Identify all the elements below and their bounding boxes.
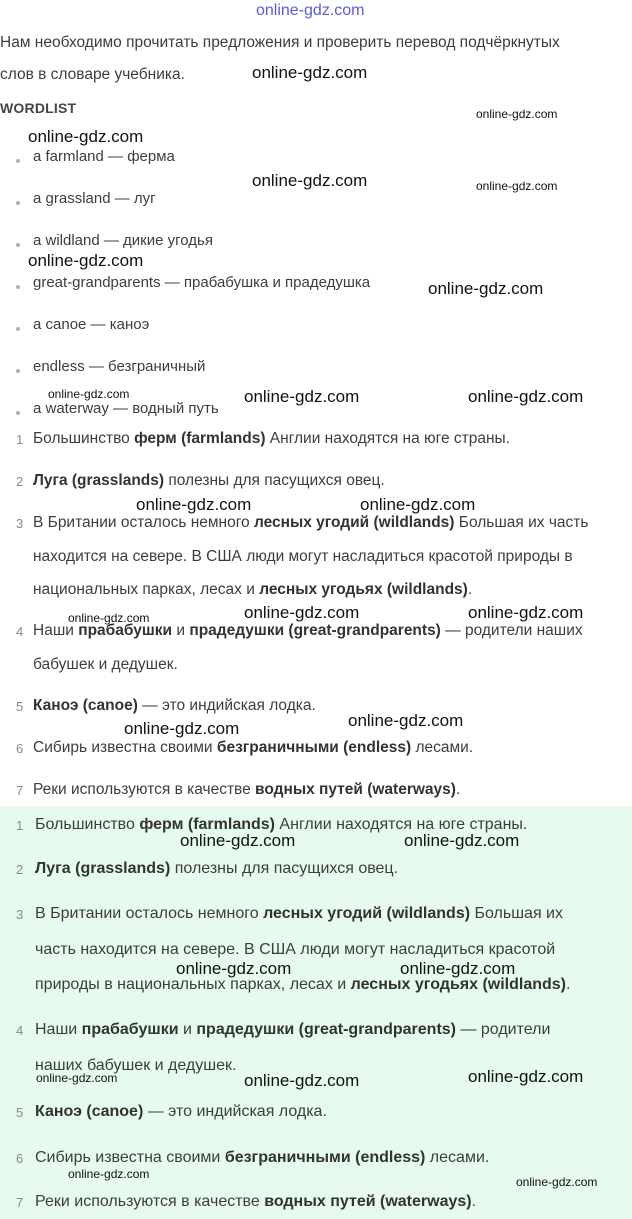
item-number: 3 <box>16 907 24 922</box>
watermark: online-gdz.com <box>48 387 130 401</box>
wordlist-item: endless — безграничный <box>33 358 206 375</box>
highlighted-term: лесных угодьях (wildlands) <box>350 976 567 993</box>
highlighted-term: водных путей (waterways) <box>255 781 456 798</box>
bullet-icon <box>16 285 20 289</box>
item-number: 4 <box>16 624 24 639</box>
sentence-line: природы в национальных парках, лесах и лесных угодьях (wildlands). <box>35 976 571 993</box>
item-number: 1 <box>16 818 24 833</box>
highlighted-term: прадедушки (great-grandparents) <box>189 622 441 639</box>
item-number: 5 <box>16 1105 24 1120</box>
sentence-line: Луга (grasslands) полезны для пасущихся овец. <box>35 860 399 877</box>
watermark: online-gdz.com <box>176 959 292 978</box>
watermark: online-gdz.com <box>36 1071 118 1085</box>
sentence-line: Каноэ (canoe) — это индийская лодка. <box>35 1103 327 1120</box>
highlighted-term: прабабушки <box>78 622 173 639</box>
watermark: online-gdz.com <box>244 387 360 406</box>
watermark: online-gdz.com <box>360 495 476 514</box>
watermark: online-gdz.com <box>468 603 584 622</box>
watermark: online-gdz.com <box>476 107 558 121</box>
highlighted-term: Луга (grasslands) <box>33 472 165 489</box>
highlighted-term: прадедушки (great-grandparents) <box>196 1021 456 1038</box>
sentence-line: Сибирь известна своими безграничными (endless) лесами. <box>35 1149 490 1166</box>
watermark: online-gdz.com <box>252 63 368 82</box>
sentence-line: Реки используются в качестве водных путей (waterways). <box>35 1193 477 1210</box>
highlighted-term: безграничными (endless) <box>224 1149 426 1166</box>
sentence-line: В Британии осталось немного лесных угодий (wildlands) Большая их <box>35 905 563 922</box>
highlighted-term: лесных угодий (wildlands) <box>253 514 455 531</box>
watermark: online-gdz.com <box>404 831 520 850</box>
sentence-line: находится на севере. В США люди могут насладиться красотой природы в <box>33 547 573 565</box>
highlighted-term: Луга (grasslands) <box>35 860 171 877</box>
sentence-line: Большинство ферм (farmlands) Англии находятся на юге страны. <box>35 816 528 833</box>
watermark: online-gdz.com <box>124 719 240 738</box>
bullet-icon <box>16 327 20 331</box>
watermark: online-gdz.com <box>68 1167 150 1181</box>
watermark: online-gdz.com <box>400 959 516 978</box>
sentence-line: бабушек и дедушек. <box>33 655 178 673</box>
watermark: online-gdz.com <box>516 1175 598 1189</box>
item-number: 2 <box>16 474 24 489</box>
highlighted-term: лесных угодьях (wildlands) <box>259 581 468 598</box>
watermark: online-gdz.com <box>68 611 150 625</box>
sentence-line: часть находится на севере. В США люди могут насладиться красотой <box>35 940 556 958</box>
item-number: 4 <box>16 1023 24 1038</box>
item-number: 6 <box>16 1151 24 1166</box>
watermark: online-gdz.com <box>468 1067 584 1086</box>
watermark: online-gdz.com <box>180 831 296 850</box>
sentence-line: Сибирь известна своими безграничными (endless) лесами. <box>33 739 474 756</box>
bullet-icon <box>16 201 20 205</box>
highlighted-term: ферм (farmlands) <box>139 816 275 833</box>
wordlist-item: a farmland — ферма <box>33 148 175 165</box>
sentence-line: национальных парках, лесах и лесных угодьях (wildlands). <box>33 581 473 598</box>
sentence-line: Реки используются в качестве водных путей (waterways). <box>33 781 461 798</box>
bullet-icon <box>16 159 20 163</box>
item-number: 2 <box>16 862 24 877</box>
item-number: 1 <box>16 432 24 447</box>
sentence-line: Луга (grasslands) полезны для пасущихся овец. <box>33 472 385 489</box>
watermark: online-gdz.com <box>252 171 368 190</box>
sentence-line: Наши прабабушки и прадедушки (great-grandparents) — родители <box>35 1021 551 1038</box>
watermark: online-gdz.com <box>476 179 558 193</box>
item-number: 7 <box>16 783 24 798</box>
sentence-line: В Британии осталось немного лесных угодий (wildlands) Большая их часть <box>33 514 589 531</box>
wordlist-header: WORDLIST <box>0 100 77 116</box>
wordlist-item: a canoe — каноэ <box>33 316 150 333</box>
watermark: online-gdz.com <box>244 603 360 622</box>
item-number: 6 <box>16 741 24 756</box>
watermark: online-gdz.com <box>28 251 144 270</box>
watermark: online-gdz.com <box>136 495 252 514</box>
watermark: online-gdz.com <box>428 279 544 298</box>
wordlist-item: a waterway — водный путь <box>33 400 219 417</box>
intro-line-1: Нам необходимо прочитать предложения и проверить перевод подчёркнутых <box>0 34 560 51</box>
highlighted-term: безграничными (endless) <box>216 739 412 756</box>
intro-line-2: слов в словаре учебника. <box>0 66 185 83</box>
bullet-icon <box>16 369 20 373</box>
sentence-line: наших бабушек и дедушек. <box>35 1056 237 1074</box>
highlighted-term: Каноэ (canoe) <box>35 1103 144 1120</box>
highlighted-term: Каноэ (canoe) <box>33 697 138 714</box>
sentence-line: Большинство ферм (farmlands) Англии находятся на юге страны. <box>33 430 510 447</box>
wordlist-item: great-grandparents — прабабушка и прадедушка <box>33 274 371 291</box>
watermark: online-gdz.com <box>28 127 144 146</box>
bullet-icon <box>16 243 20 247</box>
watermark: online-gdz.com <box>244 1071 360 1090</box>
sentence-line: Каноэ (canoe) — это индийская лодка. <box>33 697 316 714</box>
sentence-line: Наши прабабушки и прадедушки (great-grandparents) — родители наших <box>33 622 583 639</box>
item-number: 5 <box>16 699 24 714</box>
watermark: online-gdz.com <box>348 711 464 730</box>
highlighted-term: ферм (farmlands) <box>134 430 266 447</box>
watermark: online-gdz.com <box>468 387 584 406</box>
highlighted-term: прабабушки <box>81 1021 179 1038</box>
highlighted-term: лесных угодий (wildlands) <box>263 905 471 922</box>
wordlist-item: a wildland — дикие угодья <box>33 232 213 249</box>
bullet-icon <box>16 411 20 415</box>
item-number: 3 <box>16 516 24 531</box>
highlighted-term: водных путей (waterways) <box>264 1193 472 1210</box>
watermark-top: online-gdz.com <box>256 2 365 19</box>
wordlist-item: a grassland — луг <box>33 190 156 207</box>
item-number: 7 <box>16 1195 24 1210</box>
